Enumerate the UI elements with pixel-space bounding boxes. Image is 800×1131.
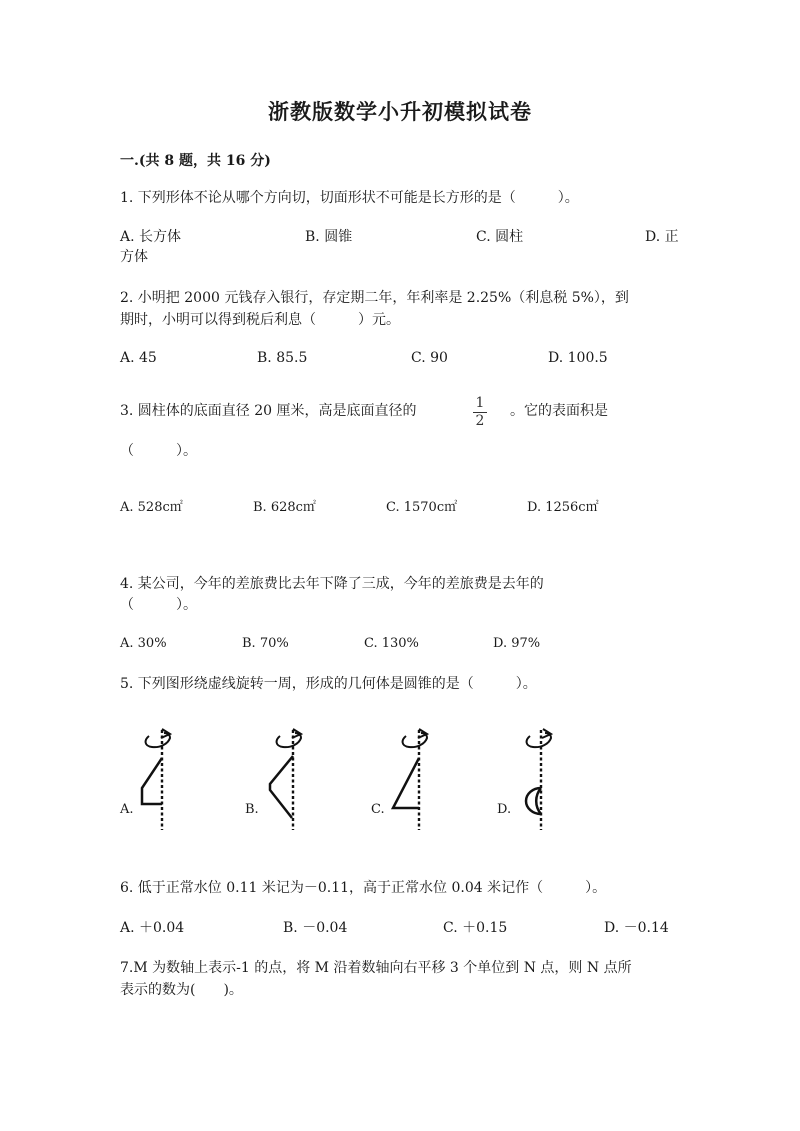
q6-option-b: B. －0.04 xyxy=(283,920,348,936)
question-3-line-1b: 。它的表面积是 xyxy=(510,403,608,419)
q3-option-d: D. 1256c㎡ xyxy=(527,500,599,515)
question-3-line-2: （ ）。 xyxy=(120,443,197,459)
q4-option-c: C. 130% xyxy=(364,636,419,651)
question-6: 6. 低于正常水位 0.11 米记为－0.11，高于正常水位 0.04 米记作（ ）。 xyxy=(120,880,607,896)
question-7-line-1: 7.M 为数轴上表示-1 的点，将 M 沿着数轴向右平移 3 个单位到 N 点，则 N 点所 xyxy=(120,960,632,976)
figure-label-a: A. xyxy=(120,802,134,817)
question-1: 1. 下列形体不论从哪个方向切，切面形状不可能是长方形的是（ ）。 xyxy=(120,190,579,206)
q2-option-b: B. 85.5 xyxy=(257,350,308,366)
q6-option-c: C. ＋0.15 xyxy=(443,920,508,936)
q3-option-a: A. 528c㎡ xyxy=(120,500,183,515)
question-2-line-1: 2. 小明把 2000 元钱存入银行，存定期二年，年利率是 2.25%（利息税 5%），到 xyxy=(120,290,629,306)
fraction-denominator: 2 xyxy=(475,413,485,429)
q4-option-b: B. 70% xyxy=(242,636,289,651)
question-7-line-2: 表示的数为( )。 xyxy=(120,982,243,998)
section-heading: 一.(共 8 题，共 16 分) xyxy=(120,153,271,169)
q2-option-a: A. 45 xyxy=(120,350,157,366)
q1-option-d-wrap: 方体 xyxy=(120,249,148,265)
figure-b-kite xyxy=(264,728,304,832)
figure-label-c: C. xyxy=(371,802,385,817)
q1-option-b: B. 圆锥 xyxy=(305,229,353,245)
q3-option-c: C. 1570c㎡ xyxy=(386,500,458,515)
q4-option-d: D. 97% xyxy=(493,636,541,651)
q2-option-d: D. 100.5 xyxy=(548,350,608,366)
q1-option-a: A. 长方体 xyxy=(120,229,182,245)
fraction-one-half xyxy=(472,396,488,429)
figure-label-b: B. xyxy=(245,802,259,817)
fraction-numerator: 1 xyxy=(475,395,485,411)
question-4-line-2: （ ）。 xyxy=(120,597,197,613)
question-4-line-1: 4. 某公司，今年的差旅费比去年下降了三成，今年的差旅费是去年的 xyxy=(120,576,544,592)
question-5: 5. 下列图形绕虚线旋转一周，形成的几何体是圆锥的是（ ）。 xyxy=(120,676,537,692)
q3-option-b: B. 628c㎡ xyxy=(253,500,316,515)
question-2-line-2: 期时，小明可以得到税后利息（ ）元。 xyxy=(120,312,400,328)
figure-label-d: D. xyxy=(497,802,512,817)
figure-d-semicircle xyxy=(514,728,558,832)
page-title: 浙教版数学小升初模拟试卷 xyxy=(268,99,532,124)
q1-option-d: D. 正 xyxy=(645,229,679,245)
figure-a-trapezoid xyxy=(140,728,180,832)
q2-option-c: C. 90 xyxy=(411,350,448,366)
question-3-line-1a: 3. 圆柱体的底面直径 20 厘米，高是底面直径的 xyxy=(120,403,417,419)
q6-option-d: D. －0.14 xyxy=(604,920,669,936)
q6-option-a: A. ＋0.04 xyxy=(120,920,185,936)
q1-option-c: C. 圆柱 xyxy=(476,229,524,245)
q4-option-a: A. 30% xyxy=(120,636,167,651)
figure-c-triangle xyxy=(388,728,432,832)
